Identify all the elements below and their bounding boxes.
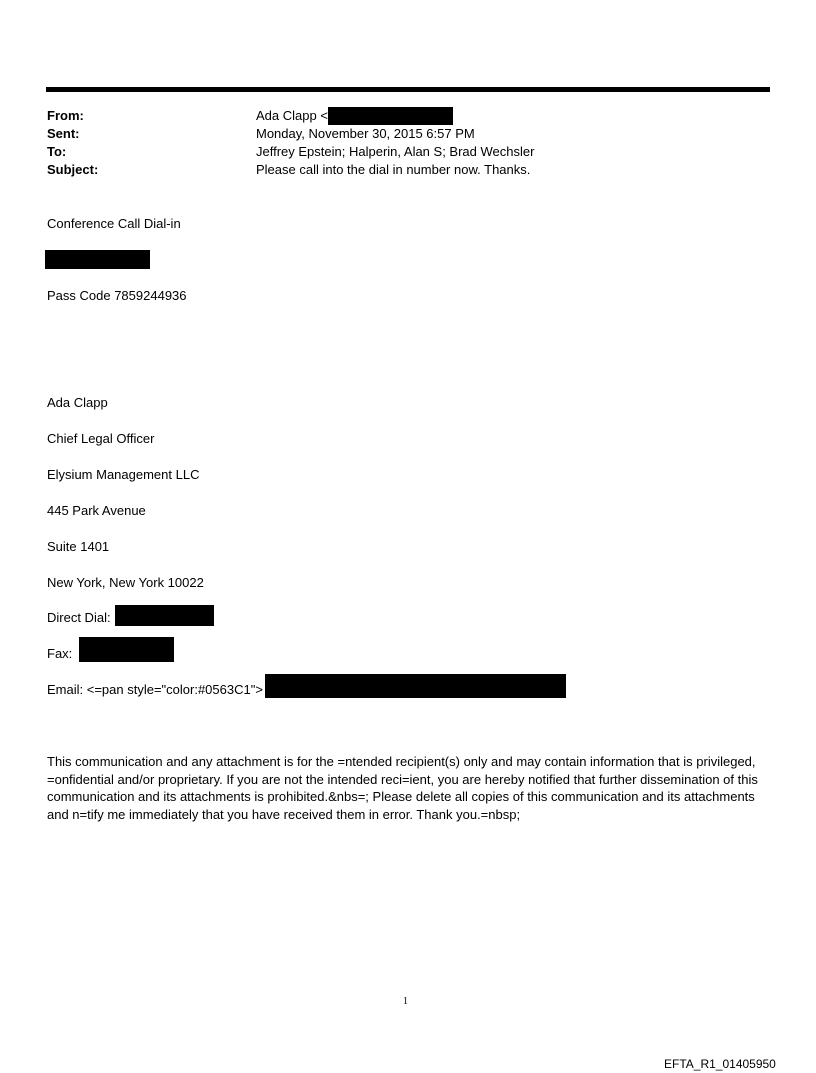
sent-value: Monday, November 30, 2015 6:57 PM: [256, 126, 475, 141]
from-value: [256, 107, 453, 125]
email-label: Email: <=pan style="color:#0563C1">: [47, 682, 263, 697]
signature-name: Ada Clapp: [47, 395, 108, 410]
redaction-direct-dial: [115, 605, 214, 626]
email-line: [47, 681, 566, 699]
subject-label: Subject:: [47, 162, 99, 177]
conference-line: Conference Call Dial-in: [47, 216, 181, 231]
fax-line: [47, 645, 174, 663]
redaction-email: [328, 107, 453, 125]
from-text: Ada Clapp <: [256, 108, 328, 123]
fax-label: Fax:: [47, 646, 73, 661]
from-label: From:: [47, 108, 84, 123]
disclaimer-paragraph: This communication and any attachment is for the =ntended recipient(s) only and may contain information that is privileged, =onfidential and/or proprietary. If you are not the intended reci=ient, you are hereby notified that further dissemination of this communication and its attachments is prohibited.&nbs=; Please delete all copies of this communication and its attachments and n=tify me immediately that you have received them in error. Thank you.=nbsp;: [47, 754, 758, 822]
signature-address1: 445 Park Avenue: [47, 503, 146, 518]
signature-company: Elysium Management LLC: [47, 467, 200, 482]
pass-code: Pass Code 7859244936: [47, 288, 187, 303]
signature-title: Chief Legal Officer: [47, 431, 155, 446]
document-id: EFTA_R1_01405950: [664, 1057, 776, 1071]
signature-address2: Suite 1401: [47, 539, 110, 554]
redaction-fax: [79, 637, 174, 662]
direct-dial-label: Direct Dial:: [47, 610, 111, 625]
to-value: Jeffrey Epstein; Halperin, Alan S; Brad Wechsler: [256, 144, 535, 159]
sent-label: Sent:: [47, 126, 80, 141]
signature-city: New York, New York 10022: [47, 575, 204, 590]
direct-dial-line: [47, 609, 214, 627]
page-number: 1: [403, 996, 408, 1007]
redaction-dial-in: [45, 250, 150, 269]
to-label: To:: [47, 144, 67, 159]
redaction-email-address: [265, 674, 566, 698]
subject-value: Please call into the dial in number now. Thanks.: [256, 162, 531, 177]
header-rule: [46, 87, 770, 92]
